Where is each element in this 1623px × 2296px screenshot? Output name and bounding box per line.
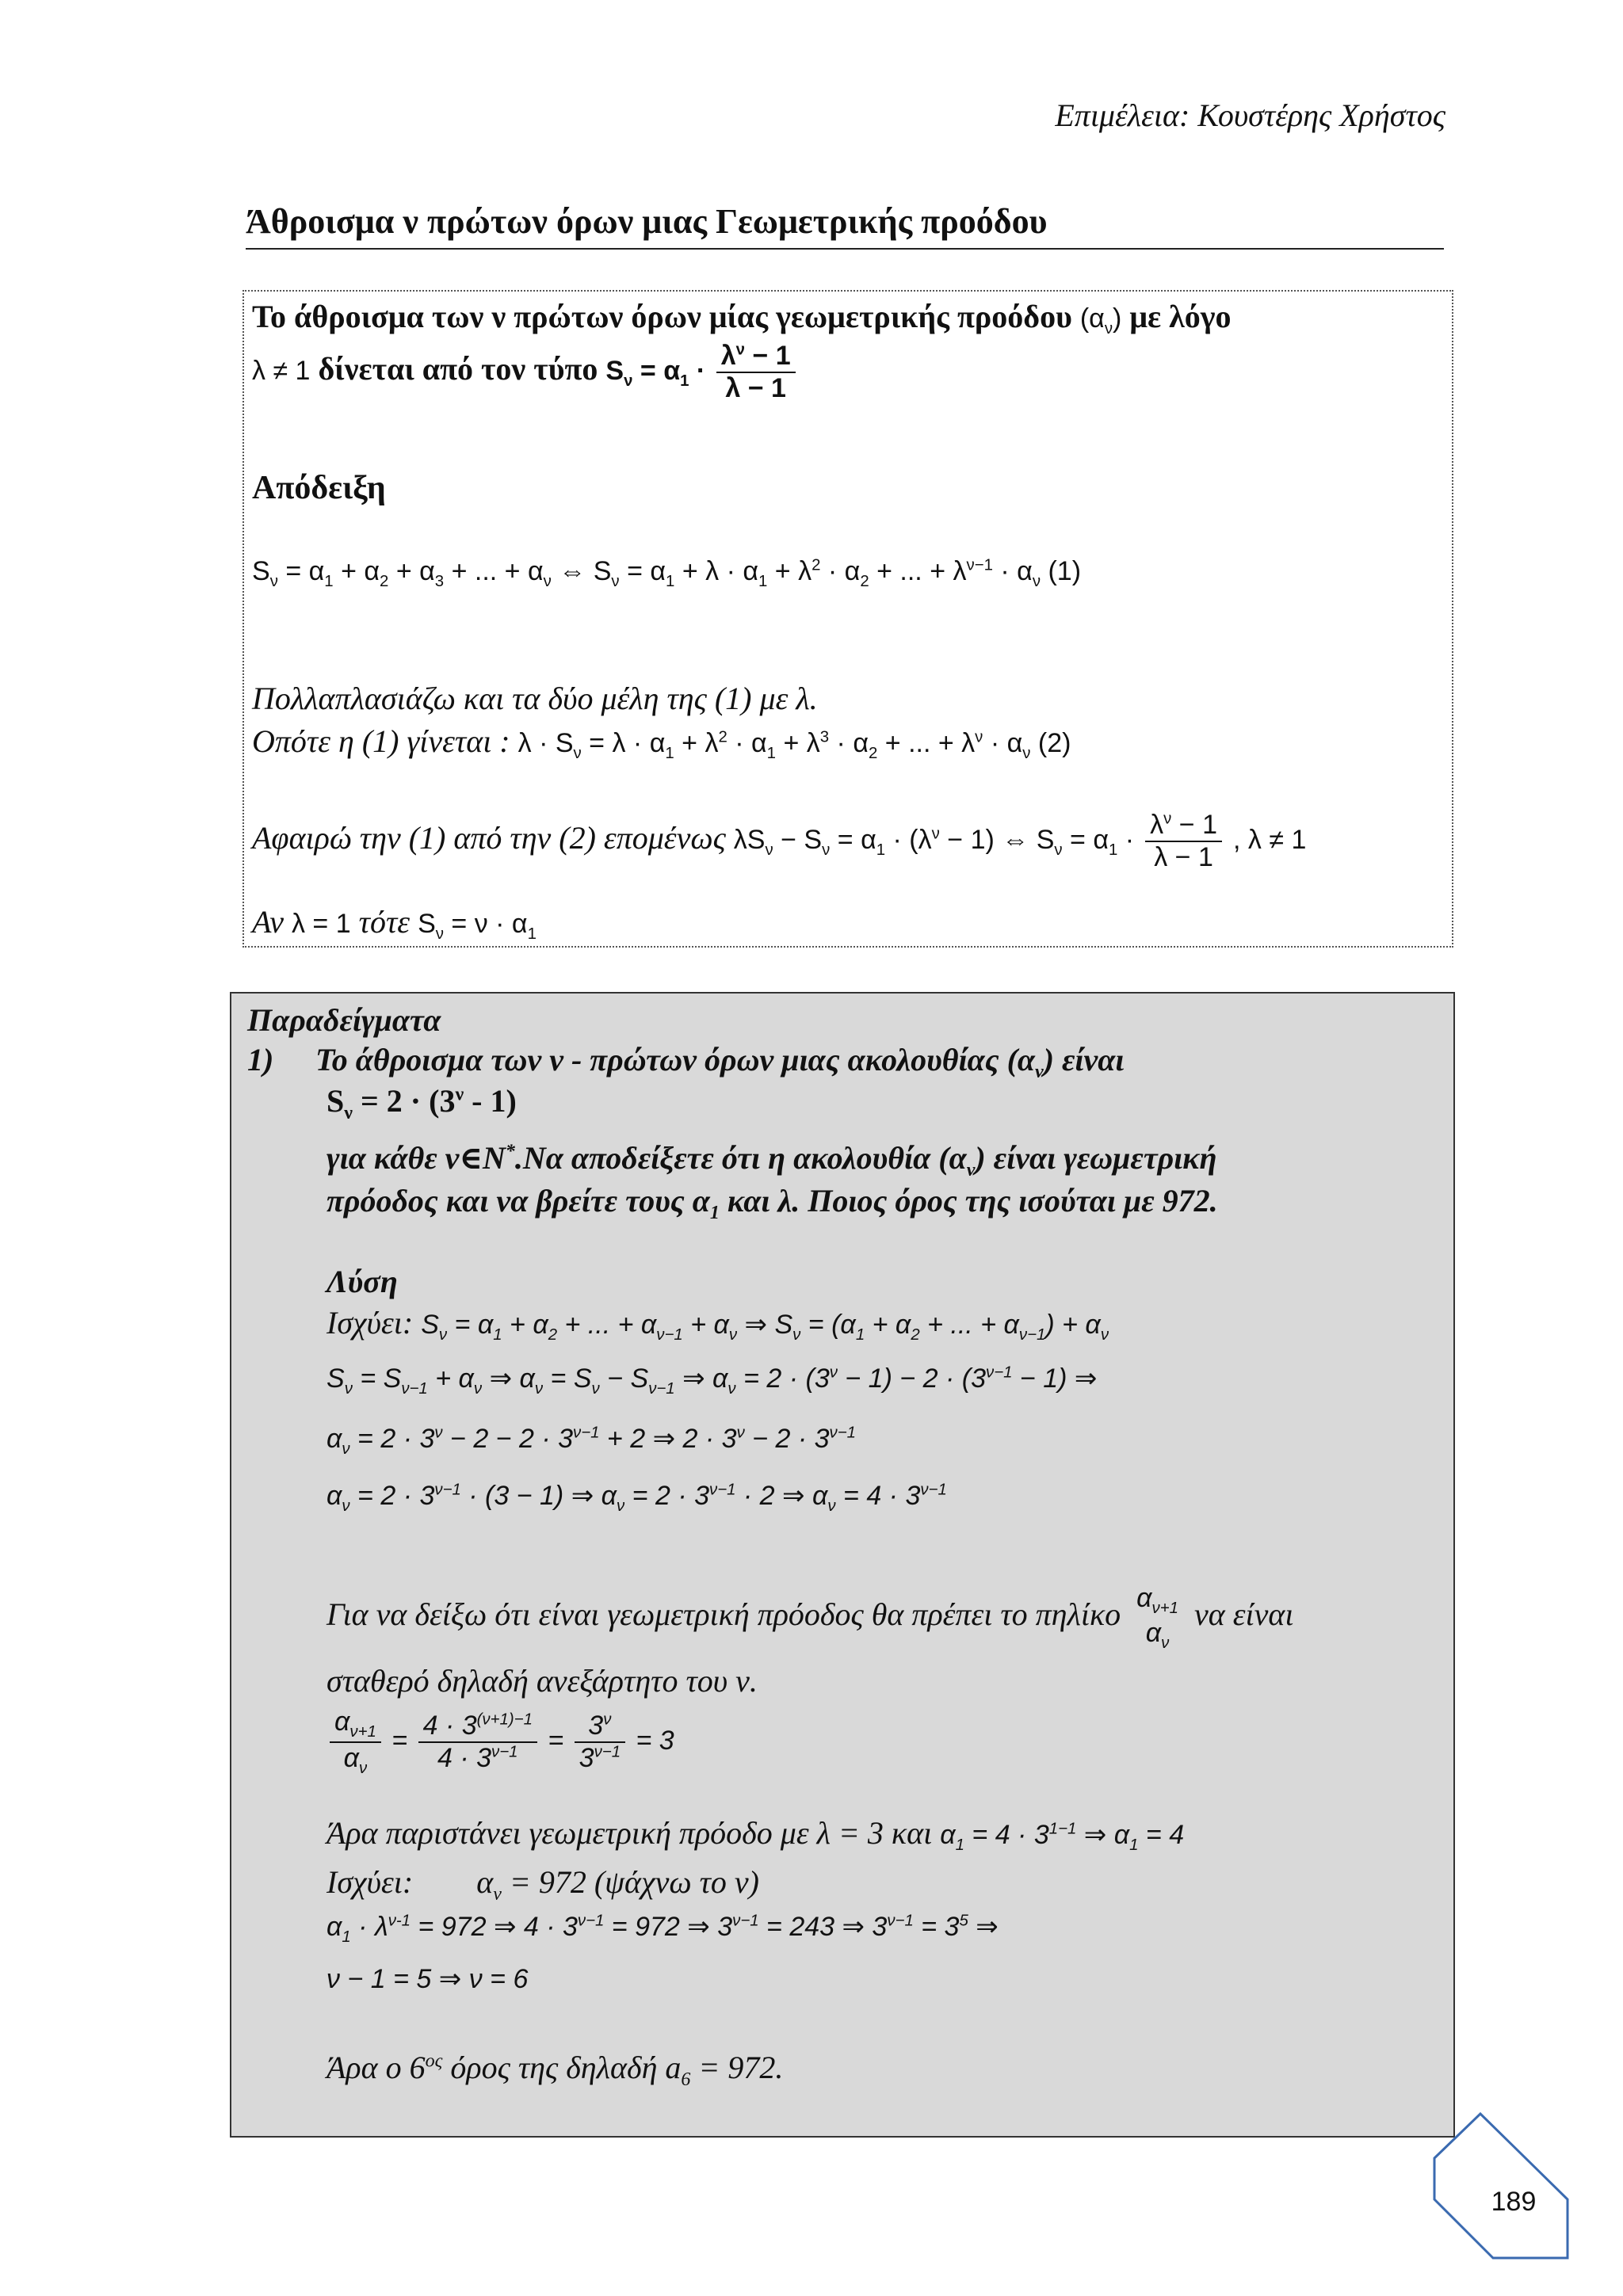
proof-eq-3: $\lambda S_\nu - S_\nu = \alpha_1 \cdot (\lambda^\nu - 1)$ ⇔ $S_\nu = \alpha_1$ · <box>733 825 1135 859</box>
page-title: Άθροισμα ν πρώτων όρων μιας Γεωμετρικής προόδου <box>246 201 1444 250</box>
proof-case-lambda-1: Αν λ = 1 τότε $S_\nu = \nu \cdot \alpha_1$ <box>252 904 537 943</box>
solution-line-1: Ισχύει: $S_\nu = \alpha_1 + \alpha_2$ + ... + $\alpha_{\nu-1} + \alpha_\nu$ ⇒ $S_\nu = (\alpha_1 + \alpha_2$ + ... + $\alpha_{\nu-1}) + \alpha_\nu$ <box>327 1305 1109 1344</box>
example-statement-1: Το άθροισμα των ν - πρώτων όρων μιας ακολουθίας $(\alpha_\nu)$ είναι <box>315 1042 1125 1082</box>
proof-text-multiply: Πολλαπλασιάζω και τα δύο μέλη της (1) με λ. <box>252 681 818 716</box>
example-box <box>230 992 1455 2138</box>
theorem-formula-line <box>252 341 799 404</box>
proof-fraction: $\frac{\lambda^\nu - 1}{\lambda - 1}$ <box>1145 810 1222 873</box>
proof-eq-2: $\lambda \cdot S_\nu = \lambda \cdot \alpha_1 + \lambda^2 \cdot \alpha_1 + \lambda^3 \cdot \alpha_2$ + ... + $\lambda^\nu \cdot \alpha_\nu$ (2) <box>517 728 1071 762</box>
proof-condition: , λ ≠ 1 <box>1233 825 1307 856</box>
lambda-condition: λ ≠ 1 <box>252 355 311 386</box>
solution-line-6: σταθερό δηλαδή ανεξάρτητο του ν. <box>327 1663 758 1699</box>
sequence-symbol: $(\alpha_\nu)$ <box>1079 303 1122 338</box>
proof-eq-2-line <box>252 723 1071 763</box>
proof-text-subtract: Αφαιρώ την (1) από την (2) επομένως <box>252 820 726 856</box>
proof-eq-3-line <box>252 810 1306 873</box>
theorem-text: Το άθροισμα των ν πρώτων όρων μίας γεωμετρικής προόδου <box>252 299 1072 334</box>
solution-line-4: $\alpha_\nu = 2 \cdot 3^{\nu-1} \cdot (3 - 1)$ ⇒ $\alpha_\nu = 2 \cdot 3^{\nu-1} \cdot 2$ ⇒ $\alpha_\nu = 4 \cdot 3^{\nu-1}$ <box>327 1481 947 1515</box>
solution-heading: Λύση <box>327 1264 398 1299</box>
example-number: 1) <box>247 1042 274 1077</box>
solution-line-10: $\alpha_1 \cdot \lambda^{\nu-1} = 972$ ⇒ $4 \cdot 3^{\nu-1} = 972$ ⇒ $3^{\nu-1} = 243$ ⇒ $3^{\nu-1} = 3^5$ ⇒ <box>327 1912 999 1946</box>
proof-eq-1: $S_\nu = \alpha_1 + \alpha_2 + \alpha_3$ + ... + $\alpha_\nu$ ⇔ $S_\nu = \alpha_1 + \lambda \cdot \alpha_1 + \lambda^2 \cdot \alpha_2$ + ... + $\lambda^{\nu-1} \cdot \alpha_\nu$ (1) <box>252 556 1082 590</box>
page-header: Επιμέλεια: Κουστέρης Χρήστος <box>1055 97 1445 133</box>
solution-line-5: Για να δείξω ότι είναι γεωμετρική πρόοδος θα πρέπει το πηλίκο $\alpha_{\nu+1}$ $\alpha_\nu$ να είναι <box>327 1583 1294 1652</box>
page-number-badge <box>1426 2111 1575 2260</box>
proof-text-becomes: Οπότε η (1) γίνεται : <box>252 723 510 759</box>
theorem-text-ratio: με λόγο <box>1129 299 1232 334</box>
theorem-box <box>242 290 1453 948</box>
sum-formula: $S_\nu = \alpha_1$ · $\frac{\lambda^\nu - 1}{\lambda - 1}$ <box>605 356 798 386</box>
page-number: 189 <box>1491 2187 1537 2217</box>
theorem-text-formula: δίνεται από τον τύπο <box>318 350 598 387</box>
example-sum-formula: $S_\nu = 2 \cdot (3^\nu - 1)$ <box>327 1083 517 1123</box>
proof-heading: Απόδειξη <box>252 470 386 506</box>
example-statement-2: για κάθε ν∈N*.Να αποδείξετε ότι η ακολουθία $(\alpha_\nu)$ είναι γεωμετρική <box>327 1140 1217 1180</box>
solution-line-8: Άρα παριστάνει γεωμετρική πρόοδο με λ = 3 και $\alpha_1 = 4 \cdot 3^{1-1}$ ⇒ $\alpha_1 = 4$ <box>327 1815 1185 1854</box>
solution-line-3: $\alpha_\nu = 2 \cdot 3^\nu - 2 - 2 \cdot 3^{\nu-1} + 2$ ⇒ $2 \cdot 3^\nu - 2 \cdot 3^{\nu-1}$ <box>327 1424 856 1458</box>
solution-line-2: $S_\nu = S_{\nu-1} + \alpha_\nu$ ⇒ $\alpha_\nu = S_\nu - S_{\nu-1}$ ⇒ $\alpha_\nu = 2 \cdot (3^\nu - 1) - 2 \cdot (3^{\nu-1} - 1)$ ⇒ <box>327 1363 1098 1398</box>
ratio-equation: $\frac{\alpha_{\nu+1}}{\alpha_\nu}$ = $\frac{4 \cdot 3^{(\nu+1)-1}}{4 \cdot 3^{\nu-1}}$ = $\frac{3^\nu}{3^{\nu-1}}$ = 3 <box>327 1707 674 1778</box>
examples-heading: Παραδείγματα <box>247 1002 441 1038</box>
example-statement-3: πρόοδος και να βρείτε τους $\alpha_1$ και λ. Ποιος όρος της ισούται με 972. <box>327 1183 1218 1223</box>
theorem-statement <box>252 298 1231 338</box>
solution-conclusion: Άρα ο $6^{o\varsigma}$ όρος της δηλαδή $a_6 = 972$. <box>327 2050 784 2090</box>
solution-line-9: Ισχύει: $\alpha_\nu = 972$ (ψάχνω το ν) <box>327 1864 759 1905</box>
solution-line-11: ν − 1 = 5 ⇒ ν = 6 <box>327 1964 529 1994</box>
